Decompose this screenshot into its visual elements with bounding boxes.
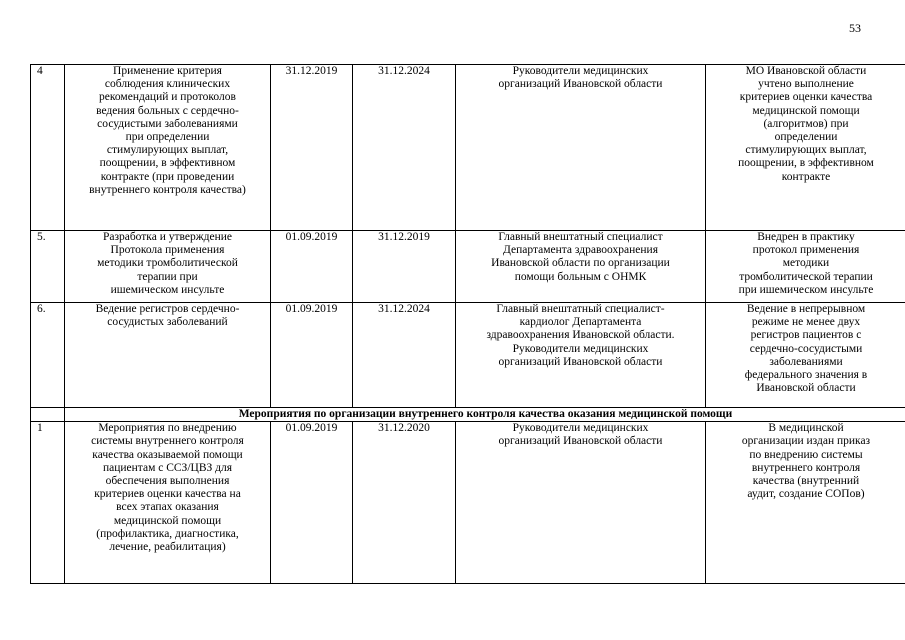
table-row: [31, 422, 905, 584]
result-cell: МО Ивановской области учтено выполнение критериев оценки качества медицинской помощи (алгоритмов) при определении стимулирующих выплат, поощрении, в эффективном контракте: [706, 65, 905, 231]
end-date-cell: 31.12.2024: [353, 65, 456, 231]
table-row: [31, 65, 905, 231]
page-number: 53: [849, 21, 861, 35]
section-row: [31, 408, 905, 422]
measures-table: [30, 64, 905, 584]
end-date-cell: 31.12.2024: [353, 303, 456, 408]
measure-cell: Ведение регистров сердечно- сосудистых заболеваний: [65, 303, 271, 408]
result-cell: Внедрен в практику протокол применения методики тромболитической терапии при ишемическом инсульте: [706, 231, 905, 303]
responsible-cell: Руководители медицинских организаций Ивановской области: [456, 422, 706, 584]
section-title: Мероприятия по организации внутреннего контроля качества оказания медицинской помощи: [65, 408, 905, 422]
start-date-cell: 31.12.2019: [271, 65, 353, 231]
row-number: 6.: [31, 303, 65, 408]
row-number: 5.: [31, 231, 65, 303]
responsible-cell: Главный внештатный специалист Департамента здравоохранения Ивановской области по организации помощи больным с ОНМК: [456, 231, 706, 303]
section-spacer: [31, 408, 65, 422]
start-date-cell: 01.09.2019: [271, 303, 353, 408]
start-date-cell: 01.09.2019: [271, 422, 353, 584]
start-date-cell: 01.09.2019: [271, 231, 353, 303]
table-row: [31, 303, 905, 408]
result-cell: В медицинской организации издан приказ по внедрению системы внутреннего контроля качества (внутренний аудит, создание СОПов): [706, 422, 905, 584]
measure-cell: Применение критерия соблюдения клинических рекомендаций и протоколов ведения больных с сердечно- сосудистыми заболеваниями при определении стимулирующих выплат, поощрении, в эффективном контракте (при проведении внутреннего контроля качества): [65, 65, 271, 231]
table-row: [31, 231, 905, 303]
measure-cell: Разработка и утверждение Протокола применения методики тромболитической терапии при ишемическом инсульте: [65, 231, 271, 303]
end-date-cell: 31.12.2019: [353, 231, 456, 303]
responsible-cell: Руководители медицинских организаций Ивановской области: [456, 65, 706, 231]
row-number: 1: [31, 422, 65, 584]
row-number: 4: [31, 65, 65, 231]
end-date-cell: 31.12.2020: [353, 422, 456, 584]
result-cell: Ведение в непрерывном режиме не менее двух регистров пациентов с сердечно-сосудистыми заболеваниями федерального значения в Ивановской области: [706, 303, 905, 408]
measure-cell: Мероприятия по внедрению системы внутреннего контроля качества оказываемой помощи пациентам с ССЗ/ЦВЗ для обеспечения выполнения критериев оценки качества на всех этапах оказания медицинской помощи (профилактика, диагностика, лечение, реабилитация): [65, 422, 271, 584]
responsible-cell: Главный внештатный специалист- кардиолог Департамента здравоохранения Ивановской области. Руководители медицинских организаций Ивановской области: [456, 303, 706, 408]
